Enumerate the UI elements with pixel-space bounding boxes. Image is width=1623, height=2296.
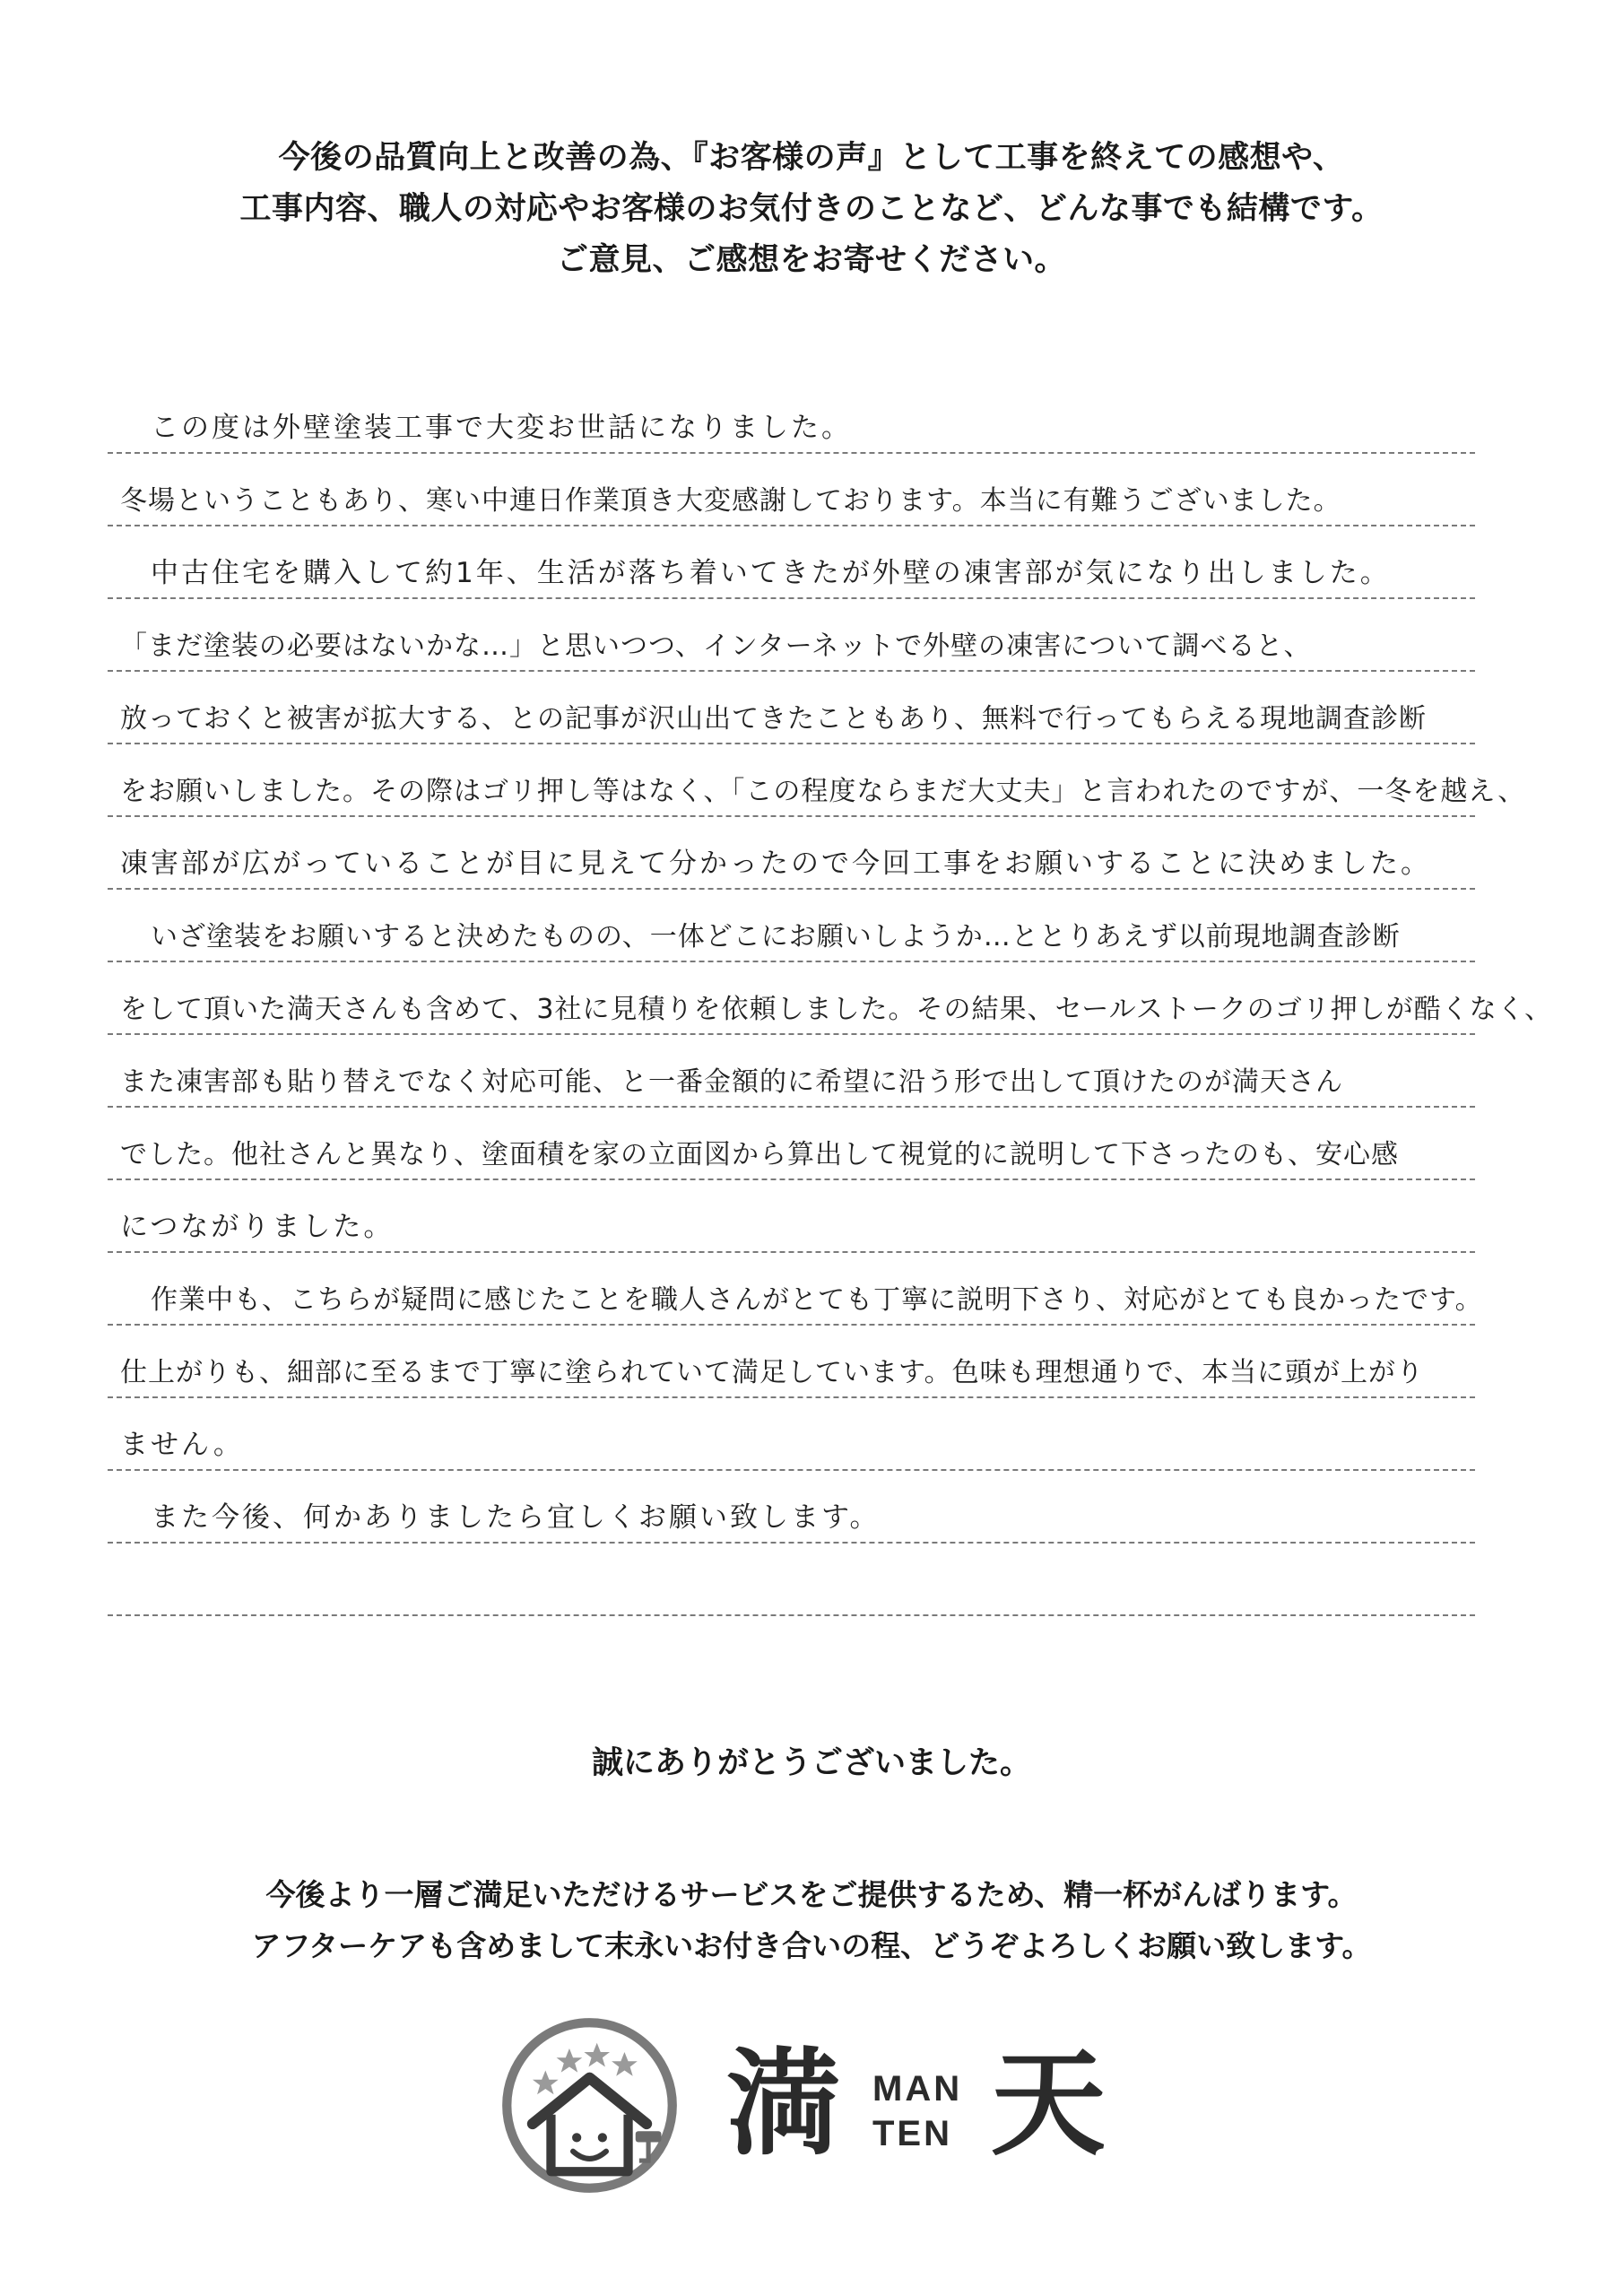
- comment-text: また今後、何かありましたら宜しくお願い致します。: [151, 1501, 881, 1534]
- house-stars-smile-logo-icon: [498, 2013, 681, 2197]
- comment-line: [108, 1544, 1475, 1616]
- comment-line: [108, 1035, 1475, 1108]
- header-line-2: 工事内容、職人の対応やお客様のお気付きのことなど、どんな事でも結構です。: [239, 191, 1384, 227]
- comment-line: [108, 890, 1475, 962]
- comment-line: [108, 1326, 1475, 1398]
- comment-line: [108, 744, 1526, 817]
- comment-text: また凍害部も貼り替えでなく対応可能、と一番金額的に希望に沿う形で出して頂けたのが満天さん: [120, 1066, 1343, 1098]
- comment-text: 仕上がりも、細部に至るまで丁寧に塗られていて満足しています。色味も理想通りで、本当に頭が上がり: [120, 1357, 1424, 1388]
- company-logo: [498, 2013, 1125, 2202]
- comment-line: [108, 817, 1475, 890]
- comment-line: [108, 526, 1475, 599]
- comment-text: をして頂いた満天さんも含めて、3社に見積りを依頼しました。その結果、セールストークのゴリ押しが酷くなく、: [120, 994, 1553, 1025]
- closing-line-1: 今後より一層ご満足いただけるサービスをご提供するため、精一杯がんばります。: [265, 1877, 1358, 1912]
- comment-text: 冬場ということもあり、寒い中連日作業頂き大変感謝しております。本当に有難うございました。: [120, 485, 1341, 517]
- comment-text: いざ塗装をお願いすると決めたものの、一体どこにお願いしようか…ととりあえず以前現地調査診断: [151, 921, 1401, 952]
- request-header: [0, 133, 1623, 286]
- header-line-1: 今後の品質向上と改善の為、『お客様の声』として工事を終えての感想や、: [278, 140, 1345, 176]
- comment-text: 作業中も、こちらが疑問に感じたことを職人さんがとても丁寧に説明下さり、対応がとても良かったです。: [151, 1284, 1483, 1316]
- comment-text: 中古住宅を購入して約1年、生活が落ち着いてきたが外壁の凍害部が気になり出しました。: [151, 557, 1391, 589]
- comment-text: でした。他社さんと異なり、塗面積を家の立面図から算出して視覚的に説明して下さったのも、安心感: [120, 1139, 1399, 1170]
- comment-text: 放っておくと被害が拡大する、との記事が沢山出てきたこともあり、無料で行ってもらえる現地調査診断: [120, 703, 1427, 735]
- logo-roman-ten: TEN: [872, 2114, 952, 2153]
- thanks-message: 誠にありがとうございました。: [591, 1745, 1031, 1781]
- logo-kanji-man: 満: [726, 2038, 842, 2171]
- closing-line-2: アフターケアも含めまして末永いお付き合いの程、どうぞよろしくお願い致します。: [251, 1928, 1372, 1963]
- comment-text: をお願いしました。その際はゴリ押し等はなく、「この程度ならまだ大丈夫」と言われたのですが、一冬を越え、: [120, 776, 1526, 807]
- closing-message: [0, 1869, 1623, 1971]
- comment-line: [108, 454, 1475, 526]
- comment-line: [108, 599, 1475, 672]
- comment-line: [108, 1471, 1475, 1544]
- comment-text: この度は外壁塗装工事で大変お世話になりました。: [151, 412, 852, 444]
- comment-line: [108, 1253, 1483, 1326]
- comment-line: [108, 1108, 1475, 1180]
- comment-line: [108, 962, 1553, 1035]
- comment-text: 凍害部が広がっていることが目に見えて分かったので今回工事をお願いすることに決めました。: [120, 848, 1431, 880]
- logo-roman-man: MAN: [872, 2069, 963, 2109]
- handwritten-comment-area: [108, 381, 1553, 1616]
- comment-line: [108, 1180, 1475, 1253]
- header-line-3: ご意見、ご感想をお寄せください。: [556, 242, 1066, 278]
- comment-line: [108, 381, 1475, 454]
- comment-text: 「まだ塗装の必要はないかな…」と思いつつ、インターネットで外壁の凍害について調べると、: [120, 631, 1312, 662]
- comment-line: [108, 1398, 1475, 1471]
- comment-line: [108, 672, 1475, 744]
- comment-text: ません。: [120, 1429, 244, 1461]
- logo-kanji-ten: 天: [991, 2038, 1107, 2171]
- comment-text: につながりました。: [120, 1211, 395, 1243]
